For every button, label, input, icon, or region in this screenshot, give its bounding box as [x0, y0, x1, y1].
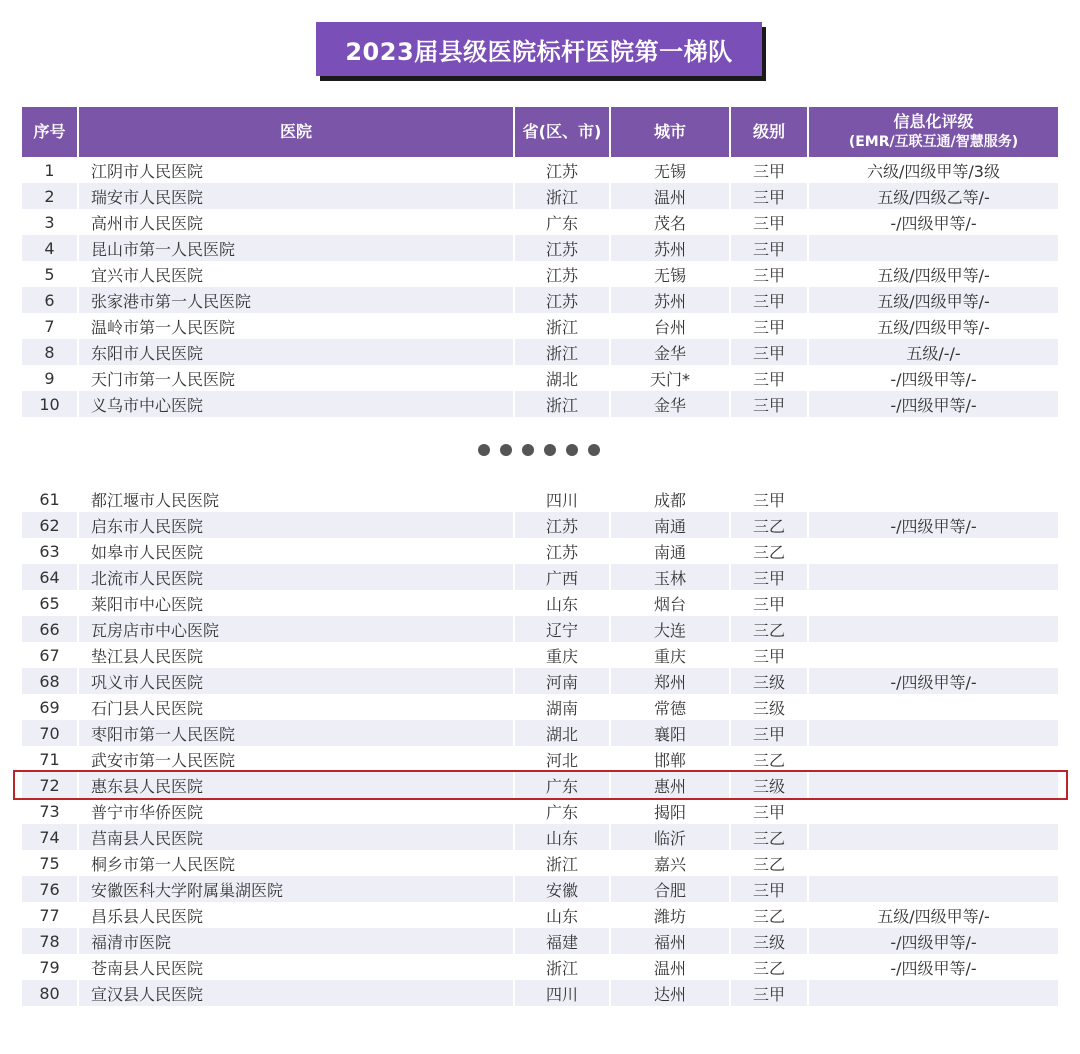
cell-city: 温州: [610, 954, 730, 980]
ranking-table-bottom: [22, 486, 1058, 1006]
table-row: [22, 365, 1058, 391]
cell-info: [808, 616, 1058, 642]
cell-seq: 63: [22, 538, 78, 564]
cell-seq: 62: [22, 512, 78, 538]
dot-icon: [500, 444, 512, 456]
cell-province: 浙江: [514, 850, 610, 876]
cell-seq: 68: [22, 668, 78, 694]
cell-info: [808, 824, 1058, 850]
cell-level: 三乙: [730, 954, 808, 980]
cell-hospital: 江阴市人民医院: [78, 157, 514, 183]
dot-icon: [478, 444, 490, 456]
cell-level: 三甲: [730, 339, 808, 365]
cell-city: 合肥: [610, 876, 730, 902]
cell-info: -/四级甲等/-: [808, 928, 1058, 954]
cell-level: 三甲: [730, 720, 808, 746]
cell-city: 潍坊: [610, 902, 730, 928]
cell-info: -/四级甲等/-: [808, 512, 1058, 538]
table-row: [22, 824, 1058, 850]
cell-info: [808, 590, 1058, 616]
title-banner: [316, 22, 762, 76]
header-info-subtitle: (EMR/互联互通/智慧服务): [848, 134, 1019, 150]
cell-hospital: 宜兴市人民医院: [78, 261, 514, 287]
header-city: 城市: [610, 107, 730, 157]
cell-city: 苏州: [610, 235, 730, 261]
cell-province: 浙江: [514, 954, 610, 980]
highlight-box: [13, 770, 1068, 800]
cell-level: 三乙: [730, 616, 808, 642]
table-row: [22, 798, 1058, 824]
cell-city: 天门*: [610, 365, 730, 391]
cell-city: 玉林: [610, 564, 730, 590]
cell-seq: 64: [22, 564, 78, 590]
cell-seq: 70: [22, 720, 78, 746]
cell-hospital: 石门县人民医院: [78, 694, 514, 720]
header-info-title: 信息化评级: [893, 112, 974, 131]
cell-seq: 80: [22, 980, 78, 1006]
cell-seq: 61: [22, 486, 78, 512]
cell-province: 江苏: [514, 512, 610, 538]
cell-city: 襄阳: [610, 720, 730, 746]
cell-province: 四川: [514, 980, 610, 1006]
cell-province: 湖南: [514, 694, 610, 720]
cell-province: 江苏: [514, 235, 610, 261]
cell-city: 金华: [610, 391, 730, 417]
cell-city: 温州: [610, 183, 730, 209]
cell-hospital: 张家港市第一人民医院: [78, 287, 514, 313]
cell-info: [808, 642, 1058, 668]
table-row: [22, 235, 1058, 261]
cell-level: 三级: [730, 668, 808, 694]
cell-seq: 75: [22, 850, 78, 876]
cell-level: 三甲: [730, 642, 808, 668]
cell-seq: 4: [22, 235, 78, 261]
cell-hospital: 如皋市人民医院: [78, 538, 514, 564]
cell-province: 浙江: [514, 391, 610, 417]
cell-province: 浙江: [514, 183, 610, 209]
cell-province: 山东: [514, 824, 610, 850]
dot-icon: [522, 444, 534, 456]
cell-province: 广东: [514, 209, 610, 235]
cell-province: 广东: [514, 798, 610, 824]
cell-hospital: 瓦房店市中心医院: [78, 616, 514, 642]
header-info: [808, 107, 1058, 157]
ranking-table-top: [22, 107, 1058, 417]
cell-info: [808, 235, 1058, 261]
cell-seq: 10: [22, 391, 78, 417]
cell-level: 三甲: [730, 183, 808, 209]
cell-city: 南通: [610, 538, 730, 564]
cell-city: 重庆: [610, 642, 730, 668]
cell-city: 邯郸: [610, 746, 730, 772]
cell-province: 江苏: [514, 261, 610, 287]
cell-hospital: 北流市人民医院: [78, 564, 514, 590]
cell-level: 三甲: [730, 235, 808, 261]
cell-info: 五级/四级甲等/-: [808, 261, 1058, 287]
cell-hospital: 桐乡市第一人民医院: [78, 850, 514, 876]
cell-info: [808, 564, 1058, 590]
cell-seq: 72: [22, 772, 78, 798]
cell-hospital: 天门市第一人民医院: [78, 365, 514, 391]
cell-level: 三甲: [730, 980, 808, 1006]
cell-level: 三乙: [730, 850, 808, 876]
table-row: [22, 287, 1058, 313]
cell-info: 五级/四级乙等/-: [808, 183, 1058, 209]
cell-hospital: 莒南县人民医院: [78, 824, 514, 850]
cell-city: 南通: [610, 512, 730, 538]
cell-province: 山东: [514, 590, 610, 616]
ellipsis-dots: [478, 444, 600, 456]
cell-city: 苏州: [610, 287, 730, 313]
cell-province: 湖北: [514, 720, 610, 746]
cell-hospital: 温岭市第一人民医院: [78, 313, 514, 339]
cell-info: -/四级甲等/-: [808, 391, 1058, 417]
cell-city: 嘉兴: [610, 850, 730, 876]
cell-info: [808, 746, 1058, 772]
cell-province: 江苏: [514, 157, 610, 183]
cell-level: 三乙: [730, 538, 808, 564]
header-province: 省(区、市): [514, 107, 610, 157]
cell-seq: 73: [22, 798, 78, 824]
cell-level: 三乙: [730, 902, 808, 928]
table-row: [22, 954, 1058, 980]
table-row: [22, 538, 1058, 564]
cell-hospital: 惠东县人民医院: [78, 772, 514, 798]
table-row: [22, 642, 1058, 668]
cell-level: 三甲: [730, 209, 808, 235]
table-row: [22, 564, 1058, 590]
dot-icon: [588, 444, 600, 456]
table-row: [22, 313, 1058, 339]
cell-province: 浙江: [514, 313, 610, 339]
cell-city: 惠州: [610, 772, 730, 798]
cell-hospital: 瑞安市人民医院: [78, 183, 514, 209]
cell-city: 揭阳: [610, 798, 730, 824]
cell-info: -/四级甲等/-: [808, 954, 1058, 980]
cell-info: [808, 694, 1058, 720]
cell-hospital: 都江堰市人民医院: [78, 486, 514, 512]
cell-city: 大连: [610, 616, 730, 642]
cell-level: 三甲: [730, 798, 808, 824]
cell-seq: 74: [22, 824, 78, 850]
cell-city: 福州: [610, 928, 730, 954]
cell-info: [808, 720, 1058, 746]
cell-seq: 3: [22, 209, 78, 235]
table-row: [22, 746, 1058, 772]
cell-seq: 67: [22, 642, 78, 668]
header-hospital: 医院: [78, 107, 514, 157]
cell-info: [808, 876, 1058, 902]
cell-city: 无锡: [610, 261, 730, 287]
cell-level: 三甲: [730, 564, 808, 590]
cell-hospital: 义乌市中心医院: [78, 391, 514, 417]
cell-seq: 66: [22, 616, 78, 642]
cell-province: 广西: [514, 564, 610, 590]
table-row: [22, 876, 1058, 902]
cell-hospital: 武安市第一人民医院: [78, 746, 514, 772]
cell-hospital: 安徽医科大学附属巢湖医院: [78, 876, 514, 902]
cell-hospital: 苍南县人民医院: [78, 954, 514, 980]
page-title: 2023届县级医院标杆医院第一梯队: [316, 22, 762, 76]
cell-seq: 65: [22, 590, 78, 616]
cell-info: -/四级甲等/-: [808, 365, 1058, 391]
table-row: [22, 590, 1058, 616]
table-row: [22, 183, 1058, 209]
cell-seq: 8: [22, 339, 78, 365]
cell-hospital: 宣汉县人民医院: [78, 980, 514, 1006]
cell-province: 江苏: [514, 538, 610, 564]
cell-info: [808, 980, 1058, 1006]
cell-province: 河南: [514, 668, 610, 694]
cell-city: 台州: [610, 313, 730, 339]
cell-city: 郑州: [610, 668, 730, 694]
cell-city: 无锡: [610, 157, 730, 183]
cell-info: 五级/四级甲等/-: [808, 313, 1058, 339]
cell-city: 烟台: [610, 590, 730, 616]
cell-seq: 1: [22, 157, 78, 183]
cell-hospital: 枣阳市第一人民医院: [78, 720, 514, 746]
cell-hospital: 昆山市第一人民医院: [78, 235, 514, 261]
cell-seq: 6: [22, 287, 78, 313]
table-row: [22, 616, 1058, 642]
cell-hospital: 巩义市人民医院: [78, 668, 514, 694]
cell-level: 三乙: [730, 512, 808, 538]
table-row: [22, 928, 1058, 954]
header-level: 级别: [730, 107, 808, 157]
cell-level: 三甲: [730, 157, 808, 183]
dot-icon: [544, 444, 556, 456]
cell-city: 达州: [610, 980, 730, 1006]
cell-info: 六级/四级甲等/3级: [808, 157, 1058, 183]
cell-info: [808, 538, 1058, 564]
cell-hospital: 启东市人民医院: [78, 512, 514, 538]
cell-seq: 5: [22, 261, 78, 287]
cell-hospital: 东阳市人民医院: [78, 339, 514, 365]
cell-info: [808, 850, 1058, 876]
cell-province: 河北: [514, 746, 610, 772]
cell-level: 三级: [730, 928, 808, 954]
cell-info: 五级/四级甲等/-: [808, 287, 1058, 313]
cell-level: 三级: [730, 772, 808, 798]
cell-level: 三甲: [730, 590, 808, 616]
cell-province: 辽宁: [514, 616, 610, 642]
cell-seq: 69: [22, 694, 78, 720]
dot-icon: [566, 444, 578, 456]
cell-city: 常德: [610, 694, 730, 720]
table-row: [22, 157, 1058, 183]
table-row: [22, 512, 1058, 538]
table-row: [22, 261, 1058, 287]
cell-level: 三甲: [730, 313, 808, 339]
cell-level: 三甲: [730, 486, 808, 512]
table-row: [22, 980, 1058, 1006]
cell-province: 安徽: [514, 876, 610, 902]
cell-hospital: 福清市医院: [78, 928, 514, 954]
cell-seq: 7: [22, 313, 78, 339]
cell-seq: 9: [22, 365, 78, 391]
cell-info: 五级/-/-: [808, 339, 1058, 365]
cell-hospital: 高州市人民医院: [78, 209, 514, 235]
cell-hospital: 昌乐县人民医院: [78, 902, 514, 928]
cell-province: 山东: [514, 902, 610, 928]
cell-level: 三乙: [730, 824, 808, 850]
cell-hospital: 垫江县人民医院: [78, 642, 514, 668]
cell-province: 江苏: [514, 287, 610, 313]
cell-province: 重庆: [514, 642, 610, 668]
cell-info: 五级/四级甲等/-: [808, 902, 1058, 928]
table-row: [22, 209, 1058, 235]
header-seq: 序号: [22, 107, 78, 157]
table-header-row: [22, 107, 1058, 157]
table-row: [22, 391, 1058, 417]
cell-info: -/四级甲等/-: [808, 209, 1058, 235]
cell-city: 临沂: [610, 824, 730, 850]
cell-level: 三级: [730, 694, 808, 720]
cell-info: [808, 798, 1058, 824]
cell-city: 茂名: [610, 209, 730, 235]
cell-seq: 2: [22, 183, 78, 209]
cell-level: 三甲: [730, 261, 808, 287]
cell-level: 三甲: [730, 876, 808, 902]
table-row: [22, 720, 1058, 746]
table-row: [22, 339, 1058, 365]
cell-city: 金华: [610, 339, 730, 365]
cell-province: 浙江: [514, 339, 610, 365]
table-row: [22, 902, 1058, 928]
table-row: [22, 668, 1058, 694]
cell-province: 四川: [514, 486, 610, 512]
cell-hospital: 莱阳市中心医院: [78, 590, 514, 616]
table-row: [22, 486, 1058, 512]
cell-city: 成都: [610, 486, 730, 512]
cell-level: 三乙: [730, 746, 808, 772]
cell-level: 三甲: [730, 365, 808, 391]
cell-province: 广东: [514, 772, 610, 798]
cell-province: 福建: [514, 928, 610, 954]
cell-level: 三甲: [730, 391, 808, 417]
table-row: [22, 694, 1058, 720]
cell-info: [808, 486, 1058, 512]
cell-hospital: 普宁市华侨医院: [78, 798, 514, 824]
cell-seq: 71: [22, 746, 78, 772]
cell-level: 三甲: [730, 287, 808, 313]
cell-info: -/四级甲等/-: [808, 668, 1058, 694]
cell-seq: 79: [22, 954, 78, 980]
cell-seq: 76: [22, 876, 78, 902]
table-row: [22, 850, 1058, 876]
cell-seq: 77: [22, 902, 78, 928]
cell-seq: 78: [22, 928, 78, 954]
cell-province: 湖北: [514, 365, 610, 391]
